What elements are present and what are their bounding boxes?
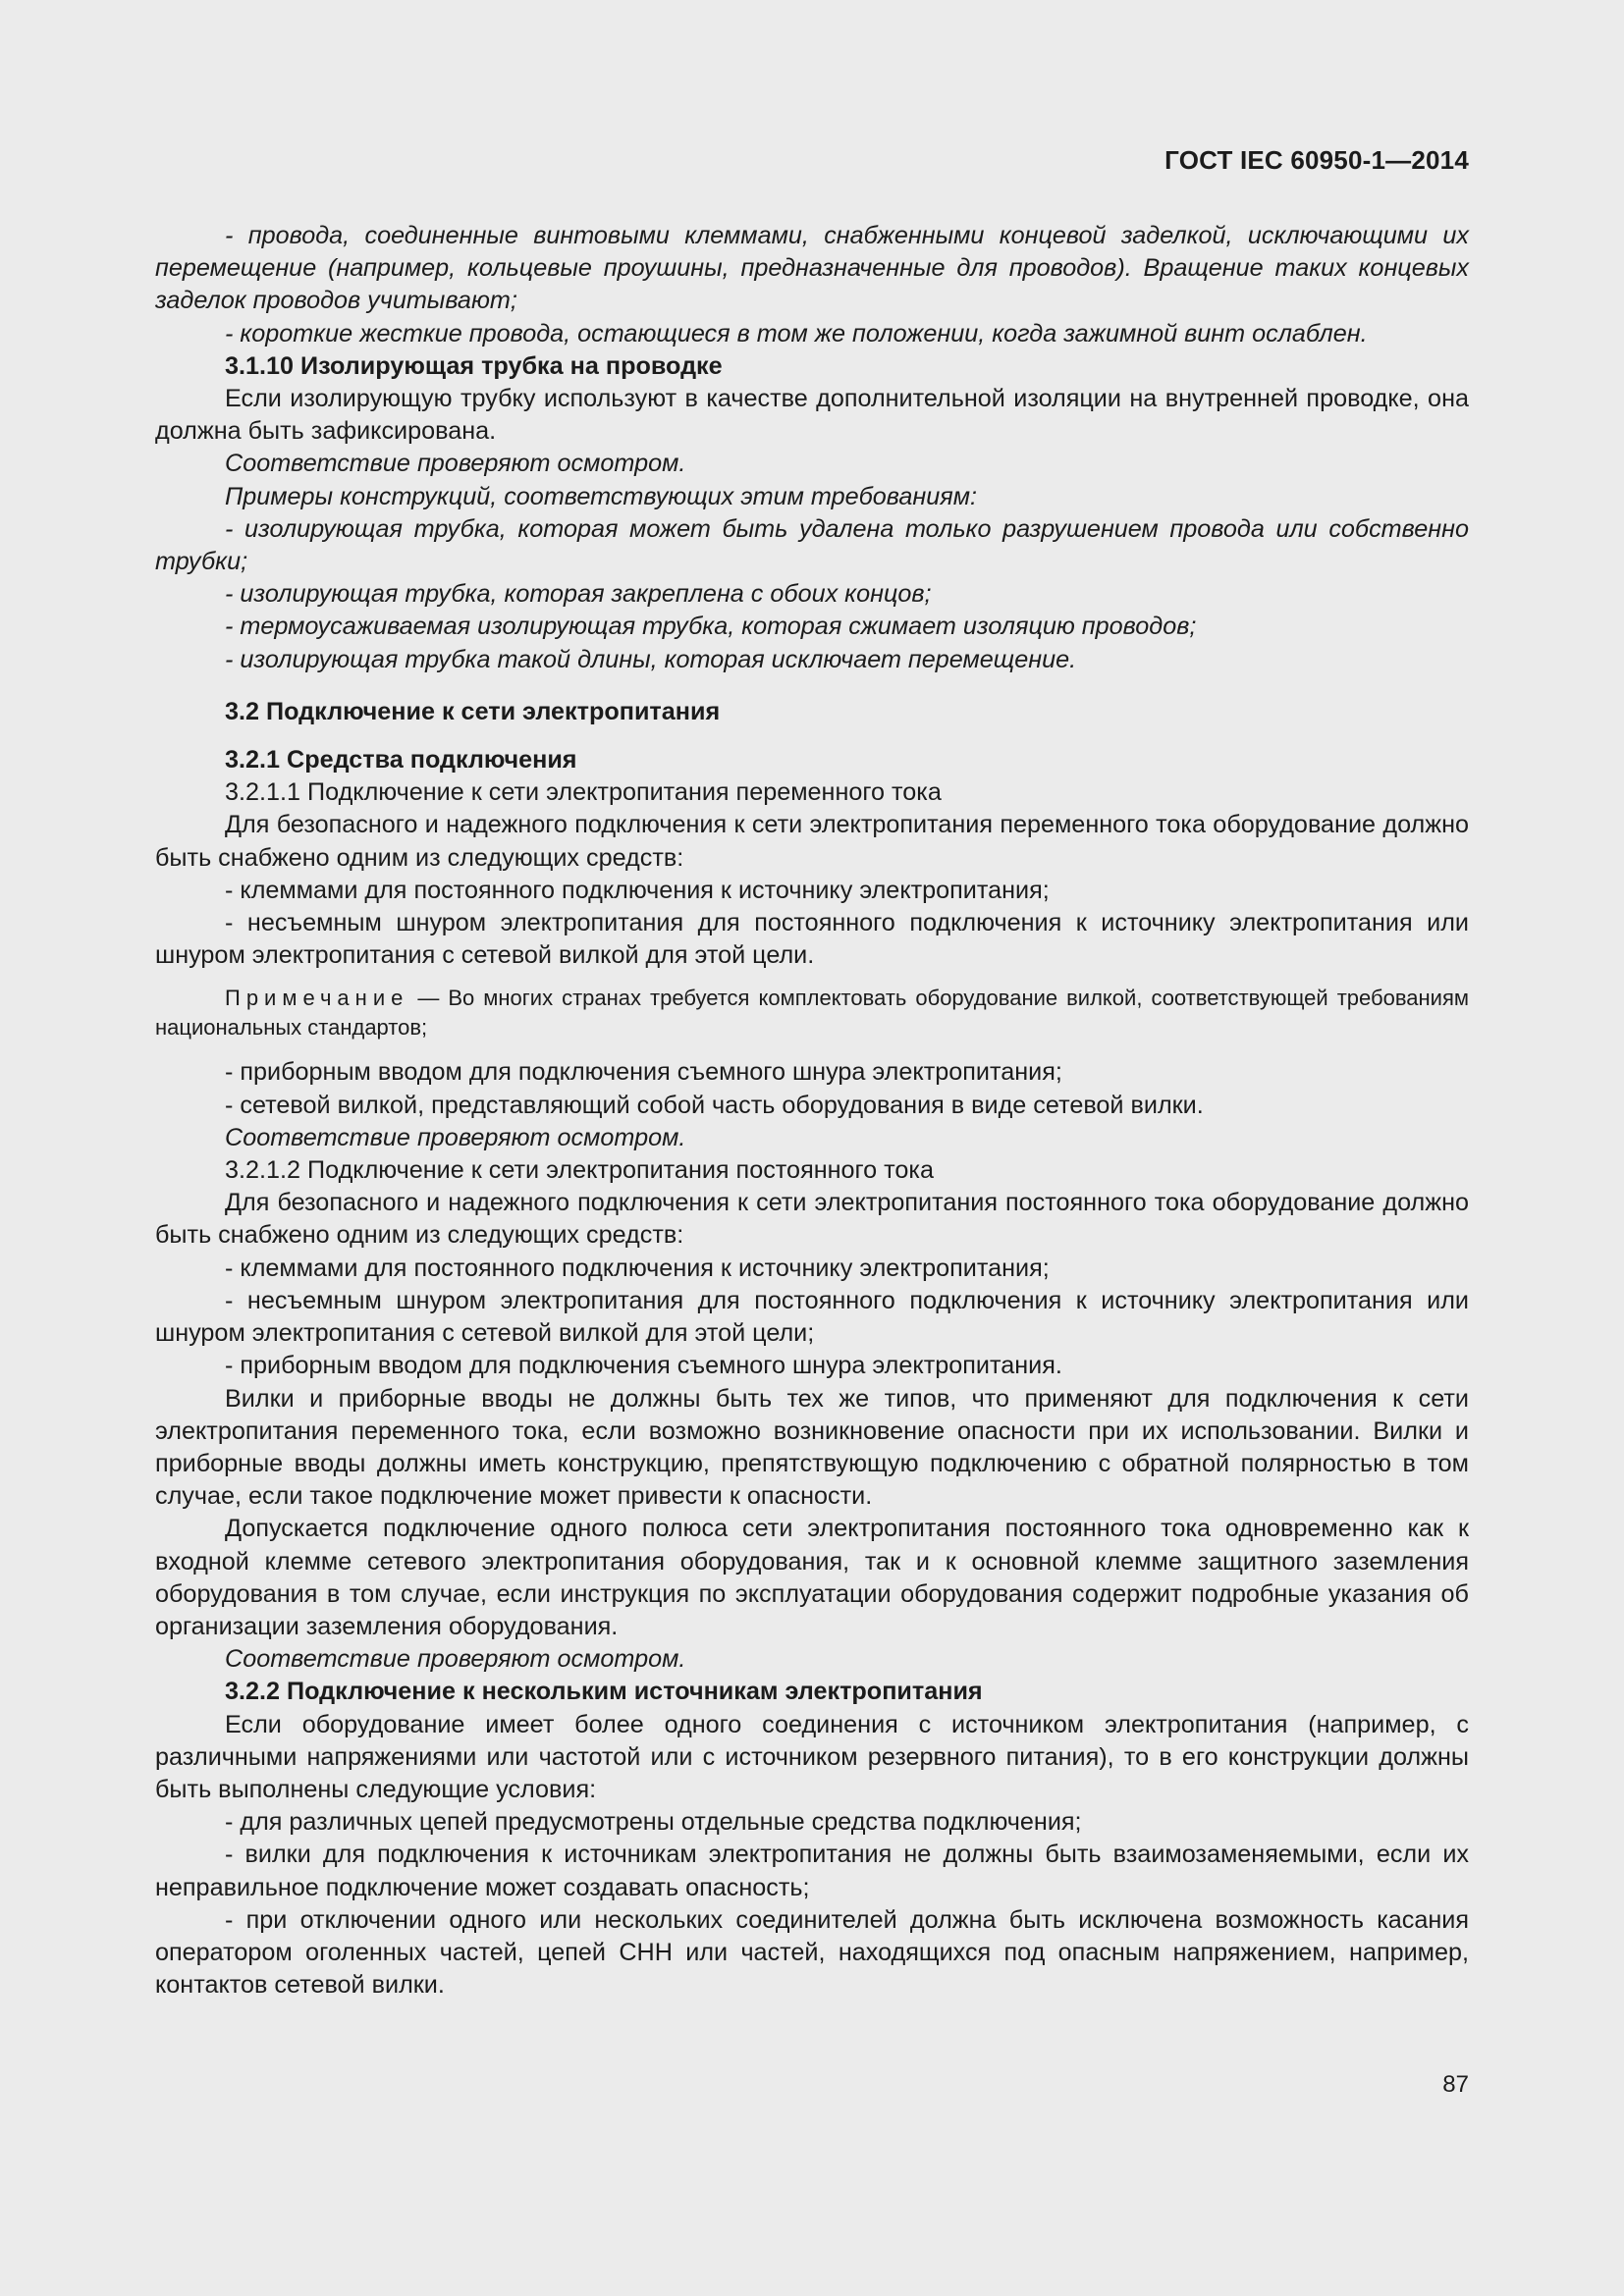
body-paragraph: Допускается подключение одного полюса сети электропитания постоянного тока одновременно как к входной клемме сетевого электропитания оборудования, так и к основной клемме защитного заземления оборудования в том случае, если инструкция по эксплуатации оборудования содержит подробные указания об организации заземления оборудования. [155, 1515, 1469, 1640]
body-paragraph: - провода, соединенные винтовыми клеммами, снабженными концевой заделкой, исключающими их перемещение (например, кольцевые проушины, предназначенные для проводов). Вращение таких концевых заделок проводов учитывают; [155, 222, 1469, 315]
body-paragraph: - приборным вводом для подключения съемного шнура электропитания; [225, 1058, 1062, 1087]
body-paragraph: Соответствие проверяют осмотром. [225, 450, 686, 478]
body-paragraph: Если изолирующую трубку используют в качестве дополнительной изоляции на внутренней проводке, она должна быть зафиксирована. [155, 385, 1469, 446]
body-paragraph: - при отключении одного или нескольких соединителей должна быть исключена возможность касания оператором оголенных частей, цепей СНН или частей, находящихся под опасным напряжением, например, контактов сетевой вилки. [155, 1905, 1469, 2000]
body-paragraph: - вилки для подключения к источникам электропитания не должны быть взаимозаменяемыми, если их неправильное подключение может создавать опасность; [155, 1841, 1469, 1901]
section-heading: 3.2.1 Средства подключения [225, 746, 577, 774]
note-text: — Во многих странах требуется комплектовать оборудование вилкой, соответствующей требованиям национальных стандартов; [155, 986, 1469, 1041]
section-heading: 3.1.10 Изолирующая трубка на проводке [225, 351, 723, 380]
body-paragraph: - приборным вводом для подключения съемного шнура электропитания. [225, 1352, 1062, 1380]
note-label: Примечание [225, 986, 409, 1011]
body-paragraph: - клеммами для постоянного подключения к источнику электропитания; [225, 876, 1050, 904]
body-paragraph: - для различных цепей предусмотрены отдельные средства подключения; [225, 1808, 1082, 1837]
body-paragraph: Соответствие проверяют осмотром. [225, 1123, 686, 1151]
body-paragraph: Для безопасного и надежного подключения к сети электропитания переменного тока оборудование должно быть снабжено одним из следующих средств: [155, 811, 1469, 872]
body-paragraph: 3.2.1.1 Подключение к сети электропитания переменного тока [225, 778, 942, 807]
body-paragraph: Примеры конструкций, соответствующих этим требованиям: [225, 482, 977, 510]
body-paragraph: - несъемным шнуром электропитания для постоянного подключения к источнику электропитания или шнуром электропитания с сетевой вилкой для этой цели. [155, 909, 1469, 970]
document-body [155, 220, 1469, 2002]
body-paragraph: Соответствие проверяют осмотром. [225, 1645, 686, 1674]
body-paragraph: Вилки и приборные вводы не должны быть тех же типов, что применяют для подключения к сети электропитания переменного тока, если возможно возникновение опасности при их использовании. Вилки и приборные вводы должны иметь конструкцию, препятствующую подключению с обратной полярностью в том случае, если такое подключение может привести к опасности. [155, 1384, 1469, 1511]
body-paragraph: 3.2.1.2 Подключение к сети электропитания постоянного тока [225, 1156, 935, 1185]
body-paragraph: Для безопасного и надежного подключения к сети электропитания постоянного тока оборудование должно быть снабжено одним из следующих средств: [155, 1189, 1469, 1250]
body-paragraph: - короткие жесткие провода, остающиеся в том же положении, когда зажимной винт ослаблен. [225, 319, 1368, 347]
note-paragraph [155, 984, 1469, 1042]
section-heading: 3.2.2 Подключение к нескольким источникам электропитания [225, 1678, 983, 1706]
body-paragraph: - изолирующая трубка такой длины, которая исключает перемещение. [225, 645, 1077, 673]
body-paragraph: - сетевой вилкой, представляющий собой часть оборудования в виде сетевой вилки. [225, 1091, 1204, 1119]
body-paragraph: - несъемным шнуром электропитания для постоянного подключения к источнику электропитания или шнуром электропитания с сетевой вилкой для этой цели; [155, 1286, 1469, 1348]
body-paragraph: - термоусаживаемая изолирующая трубка, которая сжимает изоляцию проводов; [225, 613, 1197, 641]
body-paragraph: Если оборудование имеет более одного соединения с источником электропитания (например, с различными напряжениями или частотой или с источником резервного питания), то в его конструкции должны быть выполнены следующие условия: [155, 1710, 1469, 1803]
page-number: 87 [1442, 2071, 1469, 2098]
body-paragraph: - клеммами для постоянного подключения к источнику электропитания; [225, 1254, 1050, 1282]
body-paragraph: - изолирующая трубка, которая закреплена с обоих концов; [225, 580, 932, 609]
standard-designation: ГОСТ IEC 60950-1—2014 [1164, 145, 1469, 175]
body-paragraph: - изолирующая трубка, которая может быть удалена только разрушением провода или собственно трубки; [155, 514, 1469, 576]
section-heading: 3.2 Подключение к сети электропитания [225, 697, 721, 725]
